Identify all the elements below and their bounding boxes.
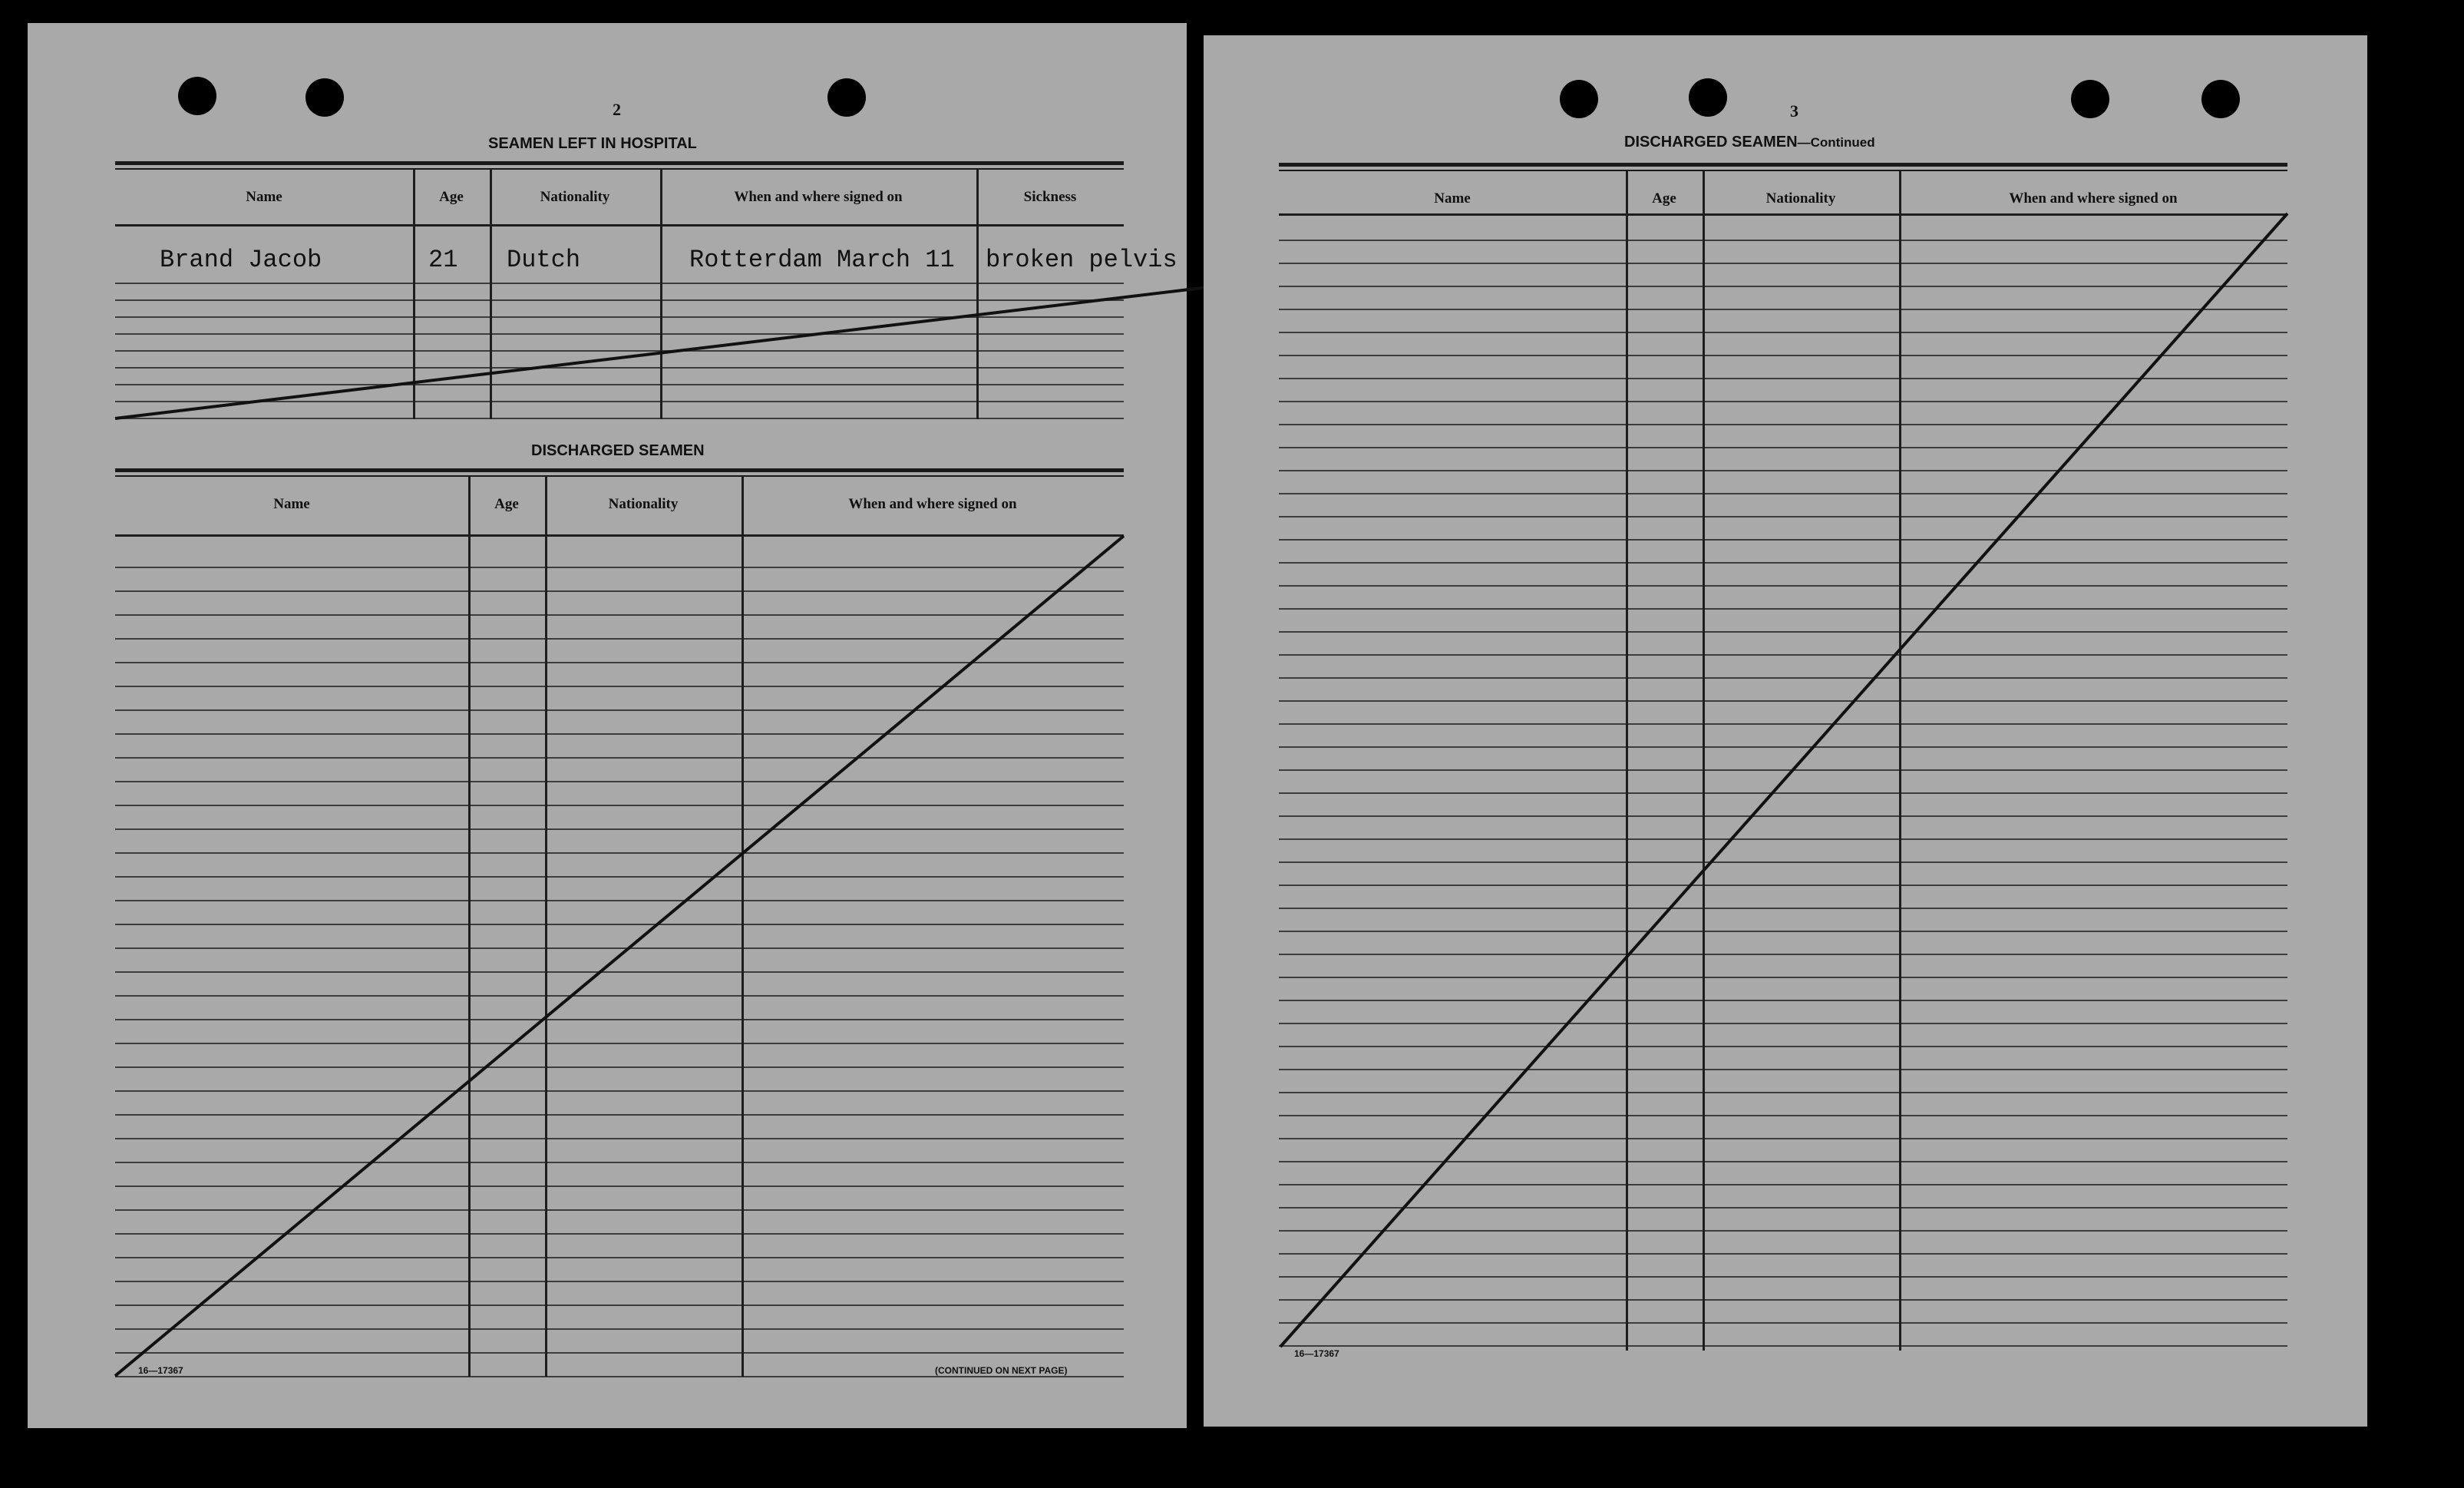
punch-hole (2071, 80, 2109, 118)
cell-signed-on: Rotterdam March 11 (689, 246, 955, 274)
cancel-diagonal-line (115, 468, 1124, 1382)
col-header-name: Name (246, 189, 282, 205)
col-header-age: Age (494, 496, 519, 512)
cancel-diagonal-line (1279, 163, 2287, 1384)
col-header-signed-on: When and where signed on (848, 496, 1017, 512)
hospital-section-title: SEAMEN LEFT IN HOSPITAL (488, 135, 697, 152)
section-title-text: DISCHARGED SEAMEN (1624, 134, 1798, 150)
punch-hole (2201, 80, 2240, 118)
discharged-continued-title (1624, 134, 1875, 151)
form-number: 16—17367 (138, 1365, 183, 1376)
col-header-nationality: Nationality (1765, 190, 1836, 207)
discharged-table (115, 468, 1124, 1382)
col-header-signed-on: When and where signed on (2009, 190, 2178, 207)
cell-nationality: Dutch (507, 246, 581, 274)
col-header-nationality: Nationality (608, 496, 679, 512)
col-header-name: Name (273, 496, 310, 512)
punch-hole (1560, 80, 1598, 118)
discharged-table-continued (1279, 163, 2287, 1384)
continued-note: (CONTINUED ON NEXT PAGE) (935, 1365, 1068, 1376)
cell-sickness: broken pelvis (986, 246, 1178, 274)
col-header-age: Age (439, 189, 464, 205)
page-number: 2 (613, 100, 621, 119)
punch-hole (1689, 78, 1727, 117)
punch-hole (306, 78, 344, 117)
right-page (1204, 35, 2367, 1427)
punch-hole (827, 78, 866, 117)
cancel-diagonal-line (115, 161, 1124, 445)
section-title-suffix: —Continued (1797, 135, 1875, 150)
form-number: 16—17367 (1294, 1348, 1339, 1359)
col-header-signed-on: When and where signed on (734, 189, 903, 205)
cell-age: 21 (428, 246, 458, 274)
page-number: 3 (1790, 101, 1798, 121)
discharged-section-title: DISCHARGED SEAMEN (531, 442, 705, 459)
col-header-sickness: Sickness (1023, 189, 1077, 205)
hospital-table (115, 161, 1178, 445)
col-header-nationality: Nationality (540, 189, 610, 205)
col-header-age: Age (1652, 190, 1676, 207)
left-page (28, 23, 1187, 1428)
cell-name: Brand Jacob (160, 246, 322, 274)
punch-hole (178, 77, 216, 115)
col-header-name: Name (1434, 190, 1471, 207)
